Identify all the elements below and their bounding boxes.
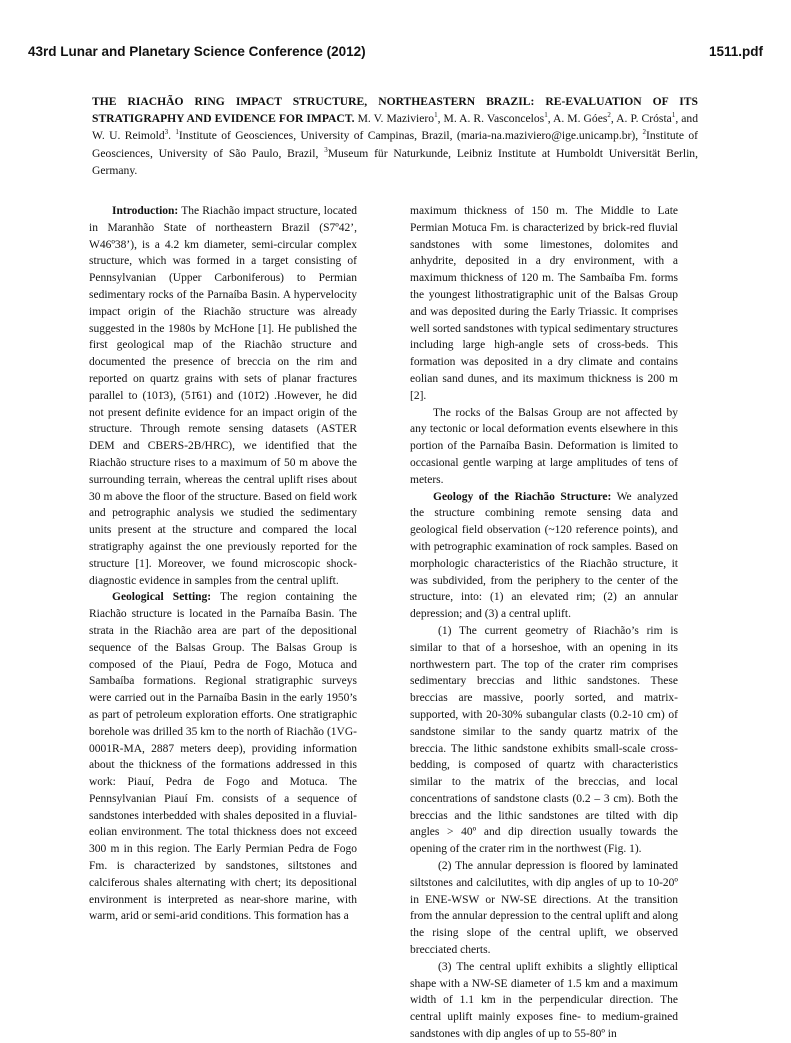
- paragraph-text: The Riachão impact structure, located in Maranhão State of northeastern Brazil (S7º42’, W46º38’), is a 4.2 km diameter, semi-circular complex structure, which was formed in a target consisting of Pennsylvanian (Upper Carboniferous) to Permian sedimentary rocks of the Parnaíba Basin. A hypervelocity impact origin of the Riachão structure was already suggested in the 1980s by McHone [1]. He published the first geological map of the Riachão structure and documented the presence of breccia on the rim and reported on quartz grains with sets of planar fractures parallel to (101̄3), (51̄61) and (101̄2) .However, he did not present definite evidence for an impact origin of the structure. Through remote sensing datasets (ASTER DEM and CBERS-2B/HRC), we identified that the Riachão structure rises to a maximum of 50 m above the surrounding terrain, whereas the central uplift rises about 30 m above the floor of the structure. Based on field work and petrographic analysis we studied the sedimentary units present at the structure and compared the local stratigraphy against the one previously reported for the structure [1]. Moreover, we found microscopic shock-diagnostic evidence in samples from the central uplift.: [89, 205, 357, 587]
- paper-title: THE RIACHÃO RING IMPACT STRUCTURE, NORTHEASTERN BRAZIL: RE-EVALUATION OF ITS STRATIGRAPHY AND EVIDENCE FOR IMPACT.: [92, 95, 698, 126]
- affil-marker: 2: [642, 128, 647, 137]
- annular-paragraph: [410, 858, 678, 959]
- section-heading: Geology of the Riachão Structure:: [433, 490, 612, 503]
- affil-marker: 1: [434, 111, 438, 120]
- right-column: [410, 203, 678, 1043]
- affiliation: Institute of Geosciences, University of São Paulo, Brazil,: [92, 129, 699, 160]
- affil-marker: 3: [324, 145, 328, 154]
- paragraph-text: We analyzed the structure combining remote sensing data and geological field observation (~120 reference points), and with petrographic examination of rock samples. Based on morphologic characteristics of the Riachão structure, it was subdivided, from the periphery to the center of the structure, into: (1) an elevated rim; (2) an annular depression; and (3) a central uplift.: [410, 490, 678, 621]
- author: W. U. Reimold: [92, 129, 165, 143]
- conference-header: 43rd Lunar and Planetary Science Conference (2012): [28, 44, 366, 59]
- affil-marker: 1: [671, 111, 676, 120]
- affil-marker: 1: [175, 128, 179, 137]
- affil-marker: 1: [544, 111, 548, 120]
- affil-marker: 3: [164, 128, 169, 137]
- section-heading: Geological Setting:: [112, 591, 212, 604]
- author: A. M. Góes: [552, 112, 608, 126]
- intro-paragraph: [89, 203, 357, 589]
- balsas-paragraph: [410, 405, 678, 489]
- author: M. A. R. Vasconcelos: [443, 112, 545, 126]
- geology-paragraph: [410, 489, 678, 623]
- abstract-id: 1511.pdf: [708, 44, 763, 59]
- paragraph-text: (1) The current geometry of Riachão’s rim is similar to that of a horseshoe, with an opening in its northwestern part. The top of the crater rim comprises sedimentary breccias and lithic sandstones. These breccias are massive, poorly sorted, and matrix-supported, with 20-30% subangular clasts (0.2-10 cm) of sandstone similar to the sandy quartz matrix of the breccia. The lithic sandstone exhibits small-scale cross-bedding, is composed of quartz with characteristics similar to the matrix of the breccias, and local concentrations of sandstone clasts (0.2 – 3 cm). Both the breccias and the lithic sandstones are tilted with dip angles > 40º and dip direction usually towards the opening of the crater rim in the northwest (Fig. 1).: [410, 624, 678, 856]
- author: A. P. Crósta: [616, 112, 672, 126]
- uplift-paragraph: [410, 959, 678, 1043]
- paragraph-text: The rocks of the Balsas Group are not affected by any tectonic or local deformation events elsewhere in this portion of the Parnaíba Basin. Deformation is limited to occasional gentle warping at large amplitudes of tens of meters.: [410, 406, 678, 486]
- geo-setting-paragraph: [89, 589, 357, 925]
- affiliation: Museum für Naturkunde, Leibniz Institute at Humboldt Universität Berlin, Germany.: [92, 146, 699, 177]
- paragraph-text: (3) The central uplift exhibits a slightly elliptical shape with a NW-SE diameter of 1.5 km and a maximum width of 1.1 km in the perpendicular direction. The central uplift mainly exposes fine- to medium-grained sandstones with dip angles of up to 55-80º in: [410, 960, 678, 1041]
- geo-setting-continuation: maximum thickness of 150 m. The Middle to Late Permian Motuca Fm. is characterized by brick-red fluvial sandstones with some limestones, dolomites and anhydrite, deposited in a dry environment, with a maximum thickness of 120 m. The Sambaíba Fm. forms the youngest lithostratigraphic unit of the Balsas Group and was deposited during the Early Triassic. It comprises well sorted sandstones with typical sedimentary structures including large high-angle sets of cross-beds. This formation was deposited in a dry climate and contains eolian sand dunes, and its maximum thickness is 200 m [2].: [410, 205, 678, 402]
- rim-paragraph: [410, 623, 678, 858]
- paragraph-text: (2) The annular depression is floored by laminated siltstones and calcilutites, with dip angles of up to 10-20º in ENE-WSW or NW-SE directions. At the transition from the annular depression to the central uplift and along the rising slope of the central uplift, we observed brecciated cherts.: [410, 860, 678, 957]
- author: M. V. Maziviero: [357, 112, 435, 126]
- section-heading: Introduction:: [112, 205, 179, 217]
- affiliation: Institute of Geosciences, University of Campinas, Brazil, (maria-na.maziviero@ige.unicamp.br),: [178, 129, 639, 143]
- affil-marker: 2: [607, 111, 611, 120]
- paragraph-text: The region containing the Riachão structure is located in the Parnaíba Basin. The strata in the Riachão area are part of the depositional sequence of the Balsas Group. The Balsas Group is composed of the Piauí, Pedra de Fogo, Motuca and Sambaíba formations. Regional stratigraphic surveys were carried out in the Parnaíba Basin in the early 1950’s as part of petroleum exploration efforts. One stratigraphic borehole was drilled 35 km to the north of Riachão (1VG-0001R-MA, 2887 meters deep), providing information about the thickness of the formations addressed in this work: Piauí, Pedra de Fogo and Motuca. The Pennsylvanian Piauí Fm. consists of a sequence of sandstones interbedded with shales deposited in a fluvial-eolian environment. The total thickness does not exceed 300 m in this region. The Early Permian Pedra de Fogo Fm. is characterized by sandstones, siltstones and calciferous shales alternating with chert; its depositional environment is interpreted as near-shore marine, with warm, arid or semi-arid conditions. This formation has a: [89, 591, 357, 923]
- title-block: THE RIACHÃO RING IMPACT STRUCTURE, NORTHEASTERN BRAZIL: RE-EVALUATION OF ITS STRATIGRAPHY AND EVIDENCE FOR IMPACT. M. V. Maziviero$^1$, M. A. R. Vasconcelos$^1$, A. M. Góes$^2$, A. P. Crósta$^1$, and W. U. Reimold$^3$. $^1$Institute of Geosciences, University of Campinas, Brazil, (maria-na.maziviero@ige.unicamp.br), $^2$Institute of Geosciences, University of São Paulo, Brazil, $^3$Museum für Naturkunde, Leibniz Institute at Humboldt Universität Berlin, Germany.: [92, 95, 699, 177]
- left-column: [89, 203, 357, 925]
